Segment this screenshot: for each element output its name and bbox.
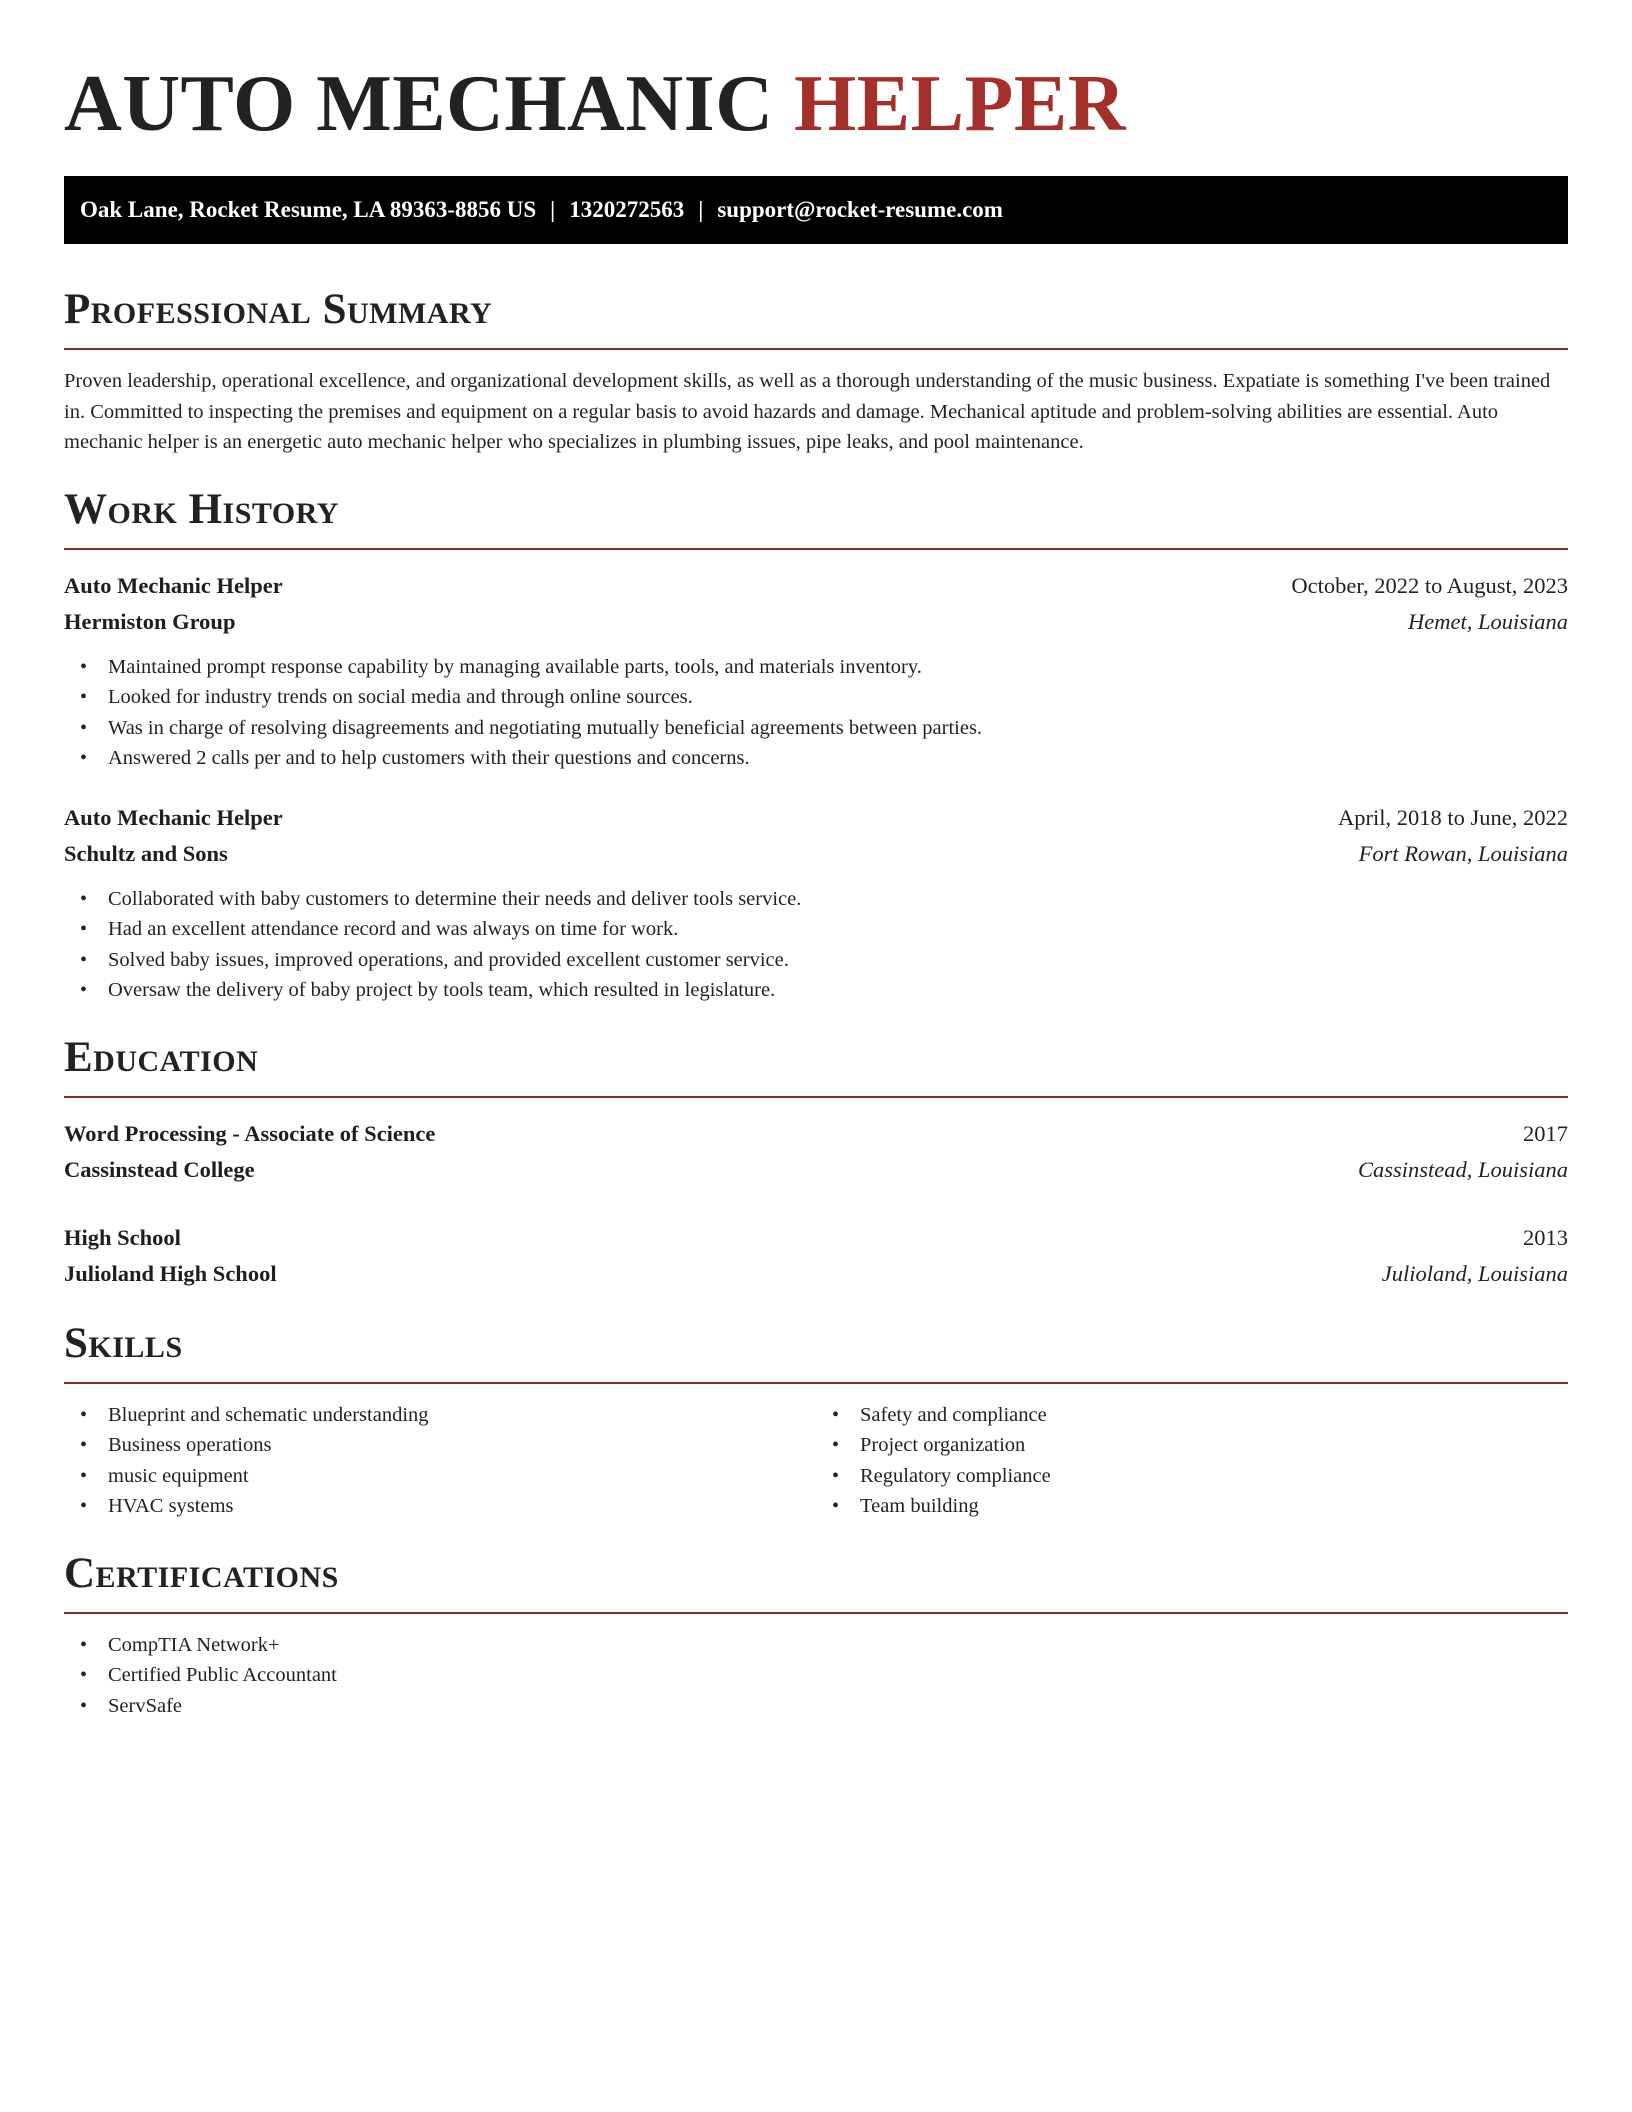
education-school: Cassinstead College <box>64 1156 255 1182</box>
job-location: Fort Rowan, Louisiana <box>1358 840 1568 866</box>
list-item: • Blueprint and schematic understanding <box>80 1403 429 1426</box>
contact-email: support@rocket-resume.com <box>717 197 1003 222</box>
job-entry <box>64 568 1568 774</box>
education-entry <box>64 1116 1568 1188</box>
education-section <box>64 1032 1568 1292</box>
list-item: • HVAC systems <box>80 1495 234 1517</box>
education-degree: High School <box>64 1224 181 1250</box>
job-duties <box>64 884 1568 1006</box>
education-location: Cassinstead, Louisiana <box>1357 1156 1568 1182</box>
skills-column-left <box>64 1400 816 1522</box>
contact-phone: 1320272563 <box>569 197 685 222</box>
job-location: Hemet, Louisiana <box>1408 608 1568 634</box>
job-title: Auto Mechanic Helper <box>64 804 283 830</box>
education-header-row <box>64 1220 1568 1256</box>
work-section <box>64 484 1568 1006</box>
skills-grid <box>64 1400 1568 1522</box>
education-school-row <box>64 1256 1568 1292</box>
skills-column-right <box>816 1400 1568 1522</box>
job-entry <box>64 800 1568 1006</box>
job-dates: April, 2018 to June, 2022 <box>1338 804 1568 830</box>
education-year: 2017 <box>1523 1120 1568 1146</box>
job-company: Hermiston Group <box>64 608 236 634</box>
job-title: Auto Mechanic Helper <box>64 572 283 598</box>
education-header-row <box>64 1116 1568 1152</box>
list-item: • Regulatory compliance <box>832 1464 1051 1487</box>
summary-text: Proven leadership, operational excellence, and organizational development skills, as well as a thorough understanding of the music business. Expatiate is something I've been trained in. Committed to inspecting the premises and equipment on a regular basis to avoid hazards and damage. Mechanical aptitude and problem-solving abilities are essential. Auto mechanic helper is an energetic auto mechanic helper who specializes in plumbing issues, pipe leaks, and pool maintenance. <box>64 370 1551 453</box>
title-main: AUTO MECHANIC <box>64 60 774 148</box>
title-accent: HELPER <box>794 60 1126 148</box>
contact-bar <box>64 176 1568 244</box>
section-divider <box>64 548 1568 550</box>
list-item: • Certified Public Accountant <box>80 1664 337 1686</box>
list-item: • Safety and compliance <box>832 1403 1047 1426</box>
section-divider <box>64 1096 1568 1098</box>
list-item: • Oversaw the delivery of baby project by tools team, which resulted in legislature. <box>80 979 776 1001</box>
contact-separator: | <box>550 197 556 222</box>
list-item: • Business operations <box>80 1434 272 1456</box>
education-location: Julioland, Louisiana <box>1381 1260 1568 1286</box>
list-item: • CompTIA Network+ <box>80 1633 280 1656</box>
list-item: • Answered 2 calls per and to help customers with their questions and concerns. <box>80 747 750 769</box>
education-school-row <box>64 1152 1568 1188</box>
section-divider <box>64 1612 1568 1614</box>
job-company: Schultz and Sons <box>64 840 228 866</box>
education-degree: Word Processing - Associate of Science <box>64 1120 436 1146</box>
resume-title <box>64 56 1568 152</box>
certifications-list <box>64 1630 1568 1722</box>
list-item: • Had an excellent attendance record and was always on time for work. <box>80 918 679 940</box>
list-item: • Collaborated with baby customers to determine their needs and deliver tools service. <box>80 887 802 910</box>
contact-address: Oak Lane, Rocket Resume, LA 89363-8856 US <box>80 197 537 222</box>
job-company-row <box>64 836 1568 872</box>
education-entry <box>64 1220 1568 1292</box>
list-item: • Team building <box>832 1495 979 1517</box>
list-item: • music equipment <box>80 1464 249 1487</box>
job-duties <box>64 652 1568 774</box>
certifications-section <box>64 1548 1568 1722</box>
job-header-row <box>64 800 1568 836</box>
job-header-row <box>64 568 1568 604</box>
section-divider <box>64 348 1568 350</box>
list-item: • Maintained prompt response capability by managing available parts, tools, and materials inventory. <box>80 655 922 678</box>
certifications-heading: Certifications <box>64 1549 339 1597</box>
education-school: Julioland High School <box>64 1260 277 1286</box>
job-company-row <box>64 604 1568 640</box>
skills-section <box>64 1318 1568 1522</box>
job-dates: October, 2022 to August, 2023 <box>1291 572 1568 598</box>
list-item: • Project organization <box>832 1434 1026 1456</box>
list-item: • Solved baby issues, improved operations, and provided excellent customer service. <box>80 948 789 971</box>
education-year: 2013 <box>1523 1224 1568 1250</box>
list-item: • Looked for industry trends on social media and through online sources. <box>80 686 693 708</box>
summary-section <box>64 284 1568 458</box>
summary-heading: Professional Summary <box>64 286 493 333</box>
list-item: • Was in charge of resolving disagreements and negotiating mutually beneficial agreements between parties. <box>80 716 983 739</box>
section-divider <box>64 1382 1568 1384</box>
skills-heading: Skills <box>64 1319 183 1367</box>
contact-separator: | <box>698 197 704 222</box>
education-heading: Education <box>64 1033 259 1081</box>
work-heading: Work History <box>64 485 339 533</box>
list-item: • ServSafe <box>80 1694 183 1717</box>
